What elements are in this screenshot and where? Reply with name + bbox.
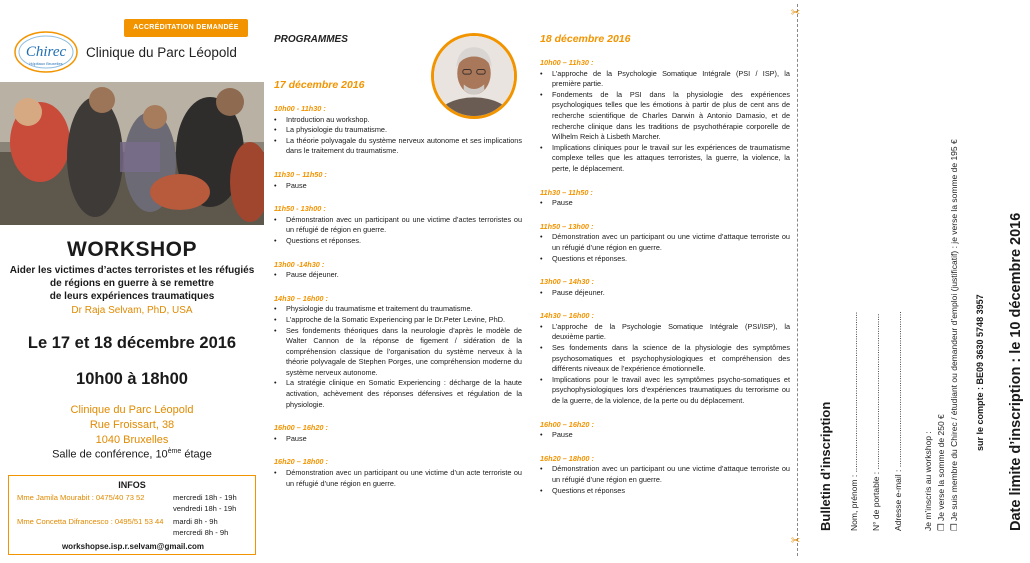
time-slot: 16h00 – 16h20 : <box>540 419 594 429</box>
program-item: • Pause déjeuner. <box>274 270 522 281</box>
name-field[interactable]: Nom, prénom : .................................................................... <box>849 311 859 531</box>
program-item: • Introduction au workshop. <box>274 115 522 126</box>
time-slot: 10h00 - 11h30 : <box>274 104 326 113</box>
workshop-subtitle <box>6 264 258 303</box>
program-item: • Pause <box>274 181 522 192</box>
day-2-title: 18 décembre 2016 <box>540 33 631 45</box>
infos-title: INFOS <box>118 480 146 490</box>
bank-account: sur le compte : BE09 3630 5748 3957 <box>975 294 985 451</box>
subtitle-line: de leurs expériences traumatiques <box>49 291 215 302</box>
program-item: • Démonstration avec un participant ou une victime d’attaque terroriste ou un réfugié d’une région en guerre. <box>540 464 790 485</box>
program-item: • Implications cliniques pour le travail sur les expériences de traumatisme complexe telles que les attaques terroristes, la guerre, la violence, la perte, le déplacement. <box>540 143 790 175</box>
slot-items <box>274 215 522 247</box>
program-item: • La physiologie du traumatisme. <box>274 125 522 136</box>
program-item: • Pause <box>540 430 790 441</box>
contact-1-time-1: mercredi 18h - 19h <box>173 493 237 502</box>
program-item: • Démonstration avec un participant ou une victime d’un acte terroriste ou un réfugié d’une région en guerre. <box>274 468 522 489</box>
time-slot: 11h30 – 11h50 : <box>540 187 593 197</box>
slot-items <box>540 464 790 496</box>
program-item: • La théorie polyvagale du système nerveux autonome et ses implications dans le traitement du traumatisme. <box>274 136 522 157</box>
program-item: • Questions et réponses. <box>540 254 790 265</box>
time-slot: 13h00 -14h30 : <box>274 259 325 269</box>
room-sup: ème <box>167 448 182 455</box>
program-item: • Physiologie du traumatisme et traitement du traumatisme. <box>274 304 522 315</box>
program-heading: PROGRAMMES <box>274 34 348 45</box>
program-item: • Fondements de la PSI dans la physiologie des expériences psychologiques telles que les émotions à partir de plus de cent ans de recherche scientifique de Charles Darwin à Antonio Damasio, et de recherche clinique dans les traditions de psychothérapie corporelle de Wilhelm Reich à Lisbeth Marcher. <box>540 90 790 143</box>
clinic-name: Clinique du Parc Léopold <box>86 45 237 60</box>
slot-items <box>274 434 522 445</box>
time-slot: 16h20 – 18h00 : <box>274 457 328 467</box>
program-item: • L’approche de la Somatic Experiencing par le Dr.Peter Levine, PhD. <box>274 315 522 326</box>
time-slot: 10h00 – 11h30 : <box>540 58 594 67</box>
slot-items <box>540 198 790 209</box>
chirec-logo <box>12 28 80 76</box>
program-item: • Implications pour le travail avec les symptômes psycho-somatiques et psychophysiologiques lors d’expériences traumatiques du terrorisme ou de la guerre, de la violence, de la perte ou du déplacement. <box>540 375 790 407</box>
cut-line <box>797 4 798 556</box>
time-slot: 16h20 – 18h00 : <box>540 453 594 463</box>
time-slot: 14h30 – 16h00 : <box>540 311 594 321</box>
time-slot: 14h30 – 16h00 : <box>274 293 328 303</box>
program-item: • Pause <box>274 434 522 445</box>
contact-2 <box>17 516 163 527</box>
venue-room <box>0 448 264 461</box>
program-item: • Pause <box>540 198 790 209</box>
option-195-checkbox[interactable]: ❐ Je suis membre du Chirec / étudiant ou demandeur d’emploi (justificatif) : je verse la somme de 195 € <box>949 139 959 531</box>
time-slot: 11h50 - 13h00 : <box>274 204 326 214</box>
contact-1 <box>17 492 144 503</box>
subtitle-line: Aider les victimes d’actes terroristes et les réfugiés <box>9 265 255 276</box>
slot-items <box>540 69 790 175</box>
program-item: • Questions et réponses <box>540 486 790 497</box>
slot-items <box>274 270 522 281</box>
phone-field[interactable]: N° de portable : .................................................................. <box>871 313 881 531</box>
slot-items <box>274 304 522 410</box>
svg-text:Chirec: Chirec <box>25 44 67 60</box>
slot-items <box>274 181 522 192</box>
time-slot: 11h30 – 11h50 : <box>274 169 327 179</box>
contact-1-name: Mme Jamila Mourabit : 0475/40 73 52 <box>17 493 145 502</box>
contact-2-name: Mme Concetta Difrancesco : 0495/51 53 44 <box>17 517 164 526</box>
contact-1-time-2: vendredi 18h - 19h <box>173 504 237 513</box>
program-item: • La stratégie clinique en Somatic Experiencing : décharge de la haute activation, achèvement des réponses défensives et régulation de la physiologie. <box>274 378 522 410</box>
address-line: Rue Froissart, 38 <box>89 419 175 431</box>
scissors-icon: ✂ <box>791 7 801 19</box>
subtitle-line: de régions en guerre à se remettre <box>50 278 214 289</box>
slot-items <box>540 288 790 299</box>
program-item: • Démonstration avec un participant ou une victime d’attaque terroriste ou un réfugié d’une région en guerre. <box>540 232 790 253</box>
slot-items <box>540 322 790 407</box>
slot-items <box>274 115 522 157</box>
workshop-title: WORKSHOP <box>67 238 197 261</box>
left-panel <box>0 0 264 563</box>
signup-label: Je m’inscris au workshop : <box>923 431 933 531</box>
contact-email[interactable]: workshopse.isp.r.selvam@gmail.com <box>61 542 205 551</box>
venue-address <box>0 403 264 448</box>
email-field[interactable]: Adresse e-mail : .................................................................. <box>893 311 903 531</box>
event-hours: 10h00 à 18h00 <box>76 370 188 388</box>
refugee-photo <box>0 82 264 225</box>
scissors-icon: ✂ <box>791 535 801 547</box>
program-item: • Questions et réponses. <box>274 236 522 247</box>
event-dates: Le 17 et 18 décembre 2016 <box>27 334 237 352</box>
time-slot: 16h00 – 16h20 : <box>274 423 328 433</box>
slot-items <box>274 468 522 489</box>
time-slot: 11h50 – 13h00 : <box>540 221 594 231</box>
option-250-checkbox[interactable]: ❐ Je verse la somme de 250 € <box>936 414 946 531</box>
registration-deadline: Date limite d’inscription : le 10 décembre 2016 <box>1008 212 1024 531</box>
program-item: • Ses fondements dans la science de la physiologie des symptômes psychosomatiques et psychophysiologiques et compréhension des différents niveaux de l’expérience émotionnelle. <box>540 343 790 375</box>
svg-text:Hôpitaux Bruxelles: Hôpitaux Bruxelles <box>29 61 63 66</box>
program-item: • L’approche de la Psychologie Somatique Intégrale (PSI / ISP), la première partie. <box>540 69 790 90</box>
contact-2-time-1: mardi 8h - 9h <box>173 517 218 526</box>
room-text: Salle de conférence, 10 <box>52 448 168 461</box>
accreditation-badge: ACCRÉDITATION DEMANDÉE <box>124 19 248 37</box>
infos-box <box>8 475 256 555</box>
program-item: • Ses fondements théoriques dans la neurologie d’après le modèle de Walter Cannon de la réponse de figement / sidération de la compréhension classique de l’organisation du système nerveux à la théorie polyvagale de Stephen Porges, une compréhension moderne du système nerveux autonome. <box>274 326 522 379</box>
day-1-title: 17 décembre 2016 <box>274 79 365 91</box>
contact-2-time-2: mercredi 8h - 9h <box>173 528 229 537</box>
program-item: • L’approche de la Psychologie Somatique Intégrale (PSI/ISP), la deuxième partie. <box>540 322 790 343</box>
time-slot: 13h00 – 14h30 : <box>540 277 594 287</box>
room-suffix: étage <box>181 448 212 461</box>
registration-title: Bulletin d’inscription <box>818 401 833 531</box>
address-line: 1040 Bruxelles <box>95 434 169 446</box>
slot-items <box>540 232 790 264</box>
speaker-name: Dr Raja Selvam, PhD, USA <box>71 305 193 316</box>
program-item: • Démonstration avec un participant ou une victime d’actes terroristes ou un réfugié de région en guerre. <box>274 215 522 236</box>
address-line: Clinique du Parc Léopold <box>70 404 194 416</box>
slot-items <box>540 430 790 441</box>
program-item: • Pause déjeuner. <box>540 288 790 299</box>
